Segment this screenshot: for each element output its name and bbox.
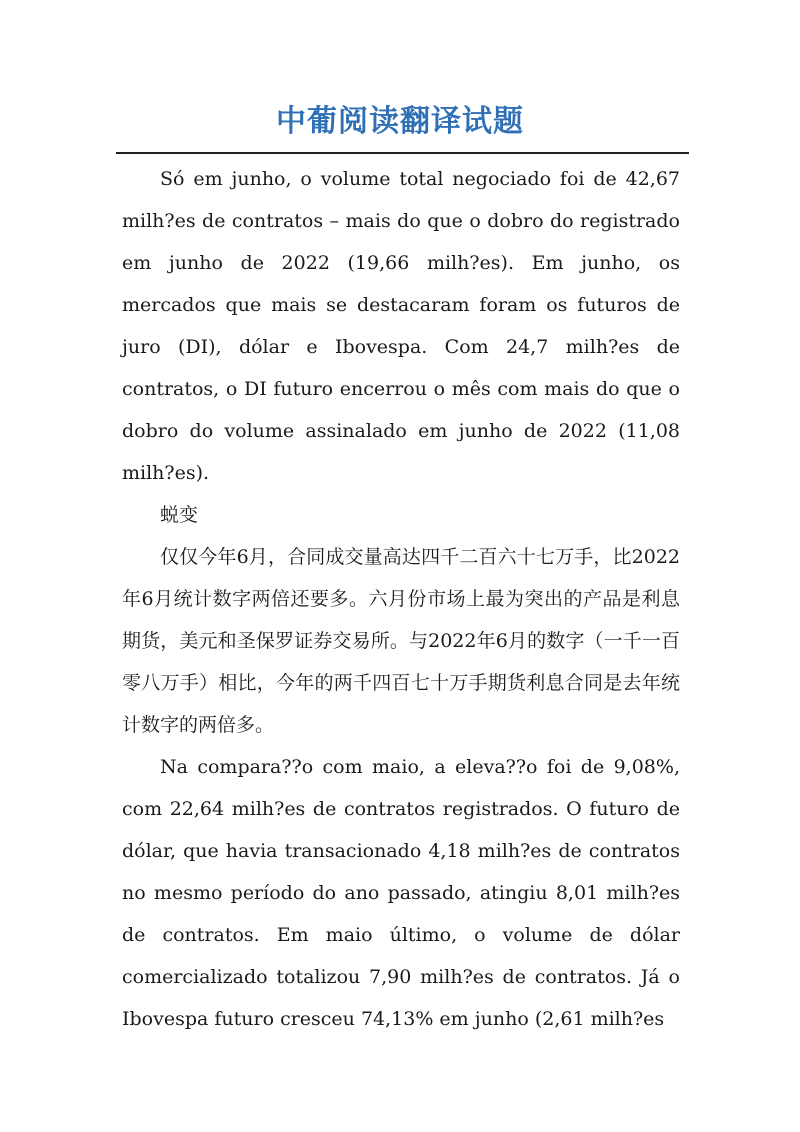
paragraph-chinese-translation: 仅仅今年6月，合同成交量高达四千二百六十七万手，比2022年6月统计数字两倍还要多。六月份市场上最为突出的产品是利息期货，美元和圣保罗证券交易所。与2022年6月的数字（一千一百零八万手）相比，今年的两千四百七十万手期货利息合同是去年统计数字的两倍多。 [122, 546, 680, 736]
document-title: 中葡阅读翻译试题 [276, 104, 524, 139]
paragraph-heading-transformation: 蜕变 [160, 504, 199, 526]
paragraph-portuguese-2: Na compara??o com maio, a eleva??o foi de 9,08%, com 22,64 milh?es de contratos registrados. O futuro de dólar, que havia transacionado 4,18 milh?es de contratos no mesmo período do ano passado, atingiu 8,01 milh?es de contratos. Em maio último, o volume de dólar comercializado totalizou 7,90 milh?es de contratos. Já o Ibovespa futuro cresceu 74,13% em junho (2,61 milh?es [122, 756, 680, 1030]
paragraph-portuguese-1: Só em junho, o volume total negociado foi de 42,67 milh?es de contratos – mais do que o dobro do registrado em junho de 2022 (19,66 milh?es). Em junho, os mercados que mais se destacaram foram os futuros de juro (DI), dólar e Ibovespa. Com 24,7 milh?es de contratos, o DI futuro encerrou o mês com mais do que o dobro do volume assinalado em junho de 2022 (11,08 milh?es). [122, 168, 680, 484]
title-underline-rule [116, 152, 689, 154]
document-body [122, 158, 680, 1040]
